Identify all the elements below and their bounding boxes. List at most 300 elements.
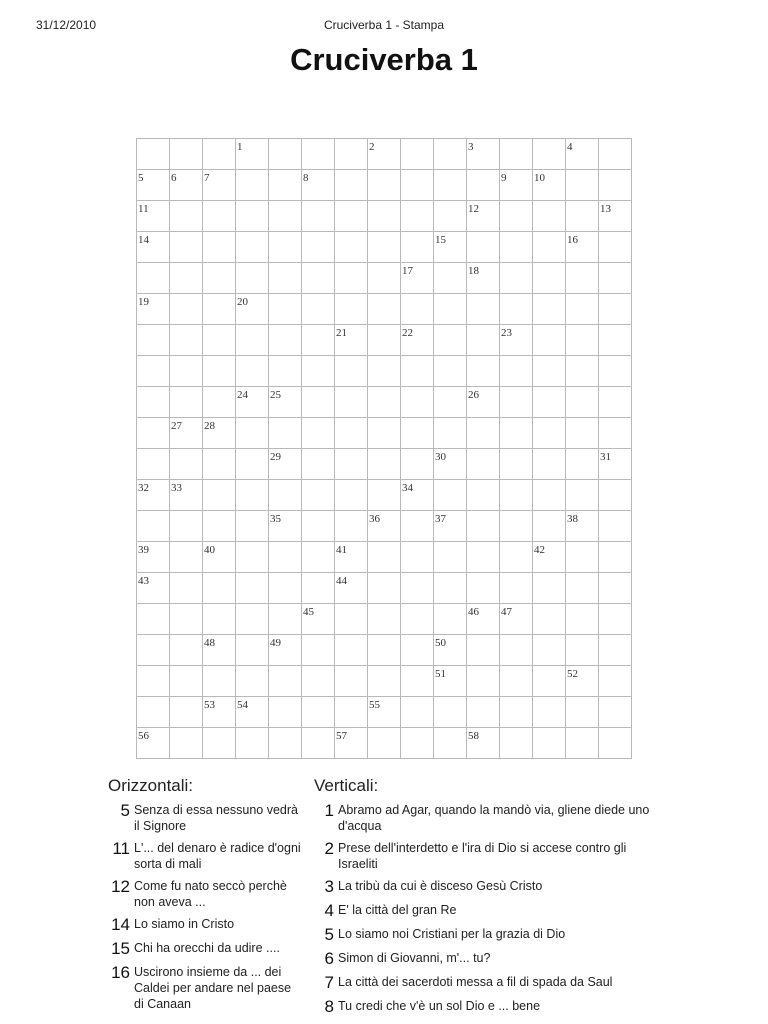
- grid-cell[interactable]: [302, 666, 335, 697]
- grid-cell[interactable]: [566, 697, 599, 728]
- grid-cell[interactable]: [599, 511, 632, 542]
- grid-cell[interactable]: [467, 542, 500, 573]
- grid-cell[interactable]: [170, 511, 203, 542]
- grid-cell[interactable]: [335, 232, 368, 263]
- grid-cell[interactable]: [335, 728, 368, 759]
- grid-cell[interactable]: [467, 697, 500, 728]
- grid-cell[interactable]: [170, 573, 203, 604]
- grid-cell[interactable]: [137, 356, 170, 387]
- grid-cell[interactable]: [368, 294, 401, 325]
- grid-cell[interactable]: [335, 666, 368, 697]
- grid-cell[interactable]: [566, 139, 599, 170]
- grid-cell[interactable]: [137, 294, 170, 325]
- grid-cell[interactable]: [566, 635, 599, 666]
- grid-cell[interactable]: [401, 232, 434, 263]
- grid-cell[interactable]: [500, 573, 533, 604]
- grid-cell[interactable]: [335, 573, 368, 604]
- grid-cell[interactable]: [236, 666, 269, 697]
- grid-cell[interactable]: [401, 294, 434, 325]
- grid-cell[interactable]: [137, 232, 170, 263]
- grid-cell[interactable]: [467, 263, 500, 294]
- grid-cell[interactable]: [533, 232, 566, 263]
- grid-cell[interactable]: [236, 604, 269, 635]
- grid-cell[interactable]: [500, 387, 533, 418]
- grid-cell[interactable]: [203, 294, 236, 325]
- grid-cell[interactable]: [269, 356, 302, 387]
- grid-cell[interactable]: [434, 635, 467, 666]
- grid-cell[interactable]: [599, 387, 632, 418]
- grid-cell[interactable]: [203, 387, 236, 418]
- grid-cell[interactable]: [137, 263, 170, 294]
- grid-cell[interactable]: [500, 666, 533, 697]
- grid-cell[interactable]: [434, 170, 467, 201]
- grid-cell[interactable]: [533, 139, 566, 170]
- grid-cell[interactable]: [401, 542, 434, 573]
- grid-cell[interactable]: [533, 356, 566, 387]
- grid-cell[interactable]: [269, 294, 302, 325]
- grid-cell[interactable]: [302, 294, 335, 325]
- grid-cell[interactable]: [368, 201, 401, 232]
- grid-cell[interactable]: [302, 542, 335, 573]
- grid-cell[interactable]: [236, 542, 269, 573]
- grid-cell[interactable]: [533, 635, 566, 666]
- grid-cell[interactable]: [467, 170, 500, 201]
- grid-cell[interactable]: [599, 666, 632, 697]
- grid-cell[interactable]: [302, 449, 335, 480]
- grid-cell[interactable]: [236, 635, 269, 666]
- grid-cell[interactable]: [401, 139, 434, 170]
- grid-cell[interactable]: [599, 294, 632, 325]
- grid-cell[interactable]: [170, 697, 203, 728]
- grid-cell[interactable]: [269, 604, 302, 635]
- grid-cell[interactable]: [467, 325, 500, 356]
- grid-cell[interactable]: [137, 418, 170, 449]
- grid-cell[interactable]: [434, 387, 467, 418]
- grid-cell[interactable]: [368, 604, 401, 635]
- grid-cell[interactable]: [170, 170, 203, 201]
- grid-cell[interactable]: [170, 666, 203, 697]
- grid-cell[interactable]: [467, 139, 500, 170]
- grid-cell[interactable]: [170, 263, 203, 294]
- grid-cell[interactable]: [566, 480, 599, 511]
- grid-cell[interactable]: [302, 232, 335, 263]
- grid-cell[interactable]: [236, 697, 269, 728]
- grid-cell[interactable]: [500, 201, 533, 232]
- grid-cell[interactable]: [170, 356, 203, 387]
- grid-cell[interactable]: [302, 728, 335, 759]
- grid-cell[interactable]: [566, 449, 599, 480]
- grid-cell[interactable]: [500, 449, 533, 480]
- grid-cell[interactable]: [236, 325, 269, 356]
- grid-cell[interactable]: [368, 418, 401, 449]
- grid-cell[interactable]: [533, 728, 566, 759]
- grid-cell[interactable]: [335, 263, 368, 294]
- grid-cell[interactable]: [533, 573, 566, 604]
- grid-cell[interactable]: [170, 139, 203, 170]
- grid-cell[interactable]: [566, 325, 599, 356]
- grid-cell[interactable]: [203, 325, 236, 356]
- grid-cell[interactable]: [368, 666, 401, 697]
- grid-cell[interactable]: [467, 201, 500, 232]
- grid-cell[interactable]: [467, 480, 500, 511]
- grid-cell[interactable]: [500, 418, 533, 449]
- grid-cell[interactable]: [368, 480, 401, 511]
- grid-cell[interactable]: [401, 170, 434, 201]
- grid-cell[interactable]: [368, 232, 401, 263]
- grid-cell[interactable]: [236, 170, 269, 201]
- grid-cell[interactable]: [467, 387, 500, 418]
- grid-cell[interactable]: [566, 666, 599, 697]
- grid-cell[interactable]: [335, 325, 368, 356]
- grid-cell[interactable]: [137, 697, 170, 728]
- grid-cell[interactable]: [500, 480, 533, 511]
- grid-cell[interactable]: [599, 480, 632, 511]
- grid-cell[interactable]: [566, 604, 599, 635]
- grid-cell[interactable]: [566, 511, 599, 542]
- grid-cell[interactable]: [467, 728, 500, 759]
- grid-cell[interactable]: [335, 356, 368, 387]
- grid-cell[interactable]: [533, 697, 566, 728]
- grid-cell[interactable]: [269, 728, 302, 759]
- grid-cell[interactable]: [269, 573, 302, 604]
- grid-cell[interactable]: [269, 232, 302, 263]
- grid-cell[interactable]: [500, 139, 533, 170]
- grid-cell[interactable]: [566, 356, 599, 387]
- grid-cell[interactable]: [500, 325, 533, 356]
- grid-cell[interactable]: [533, 449, 566, 480]
- grid-cell[interactable]: [401, 387, 434, 418]
- grid-cell[interactable]: [302, 418, 335, 449]
- grid-cell[interactable]: [599, 325, 632, 356]
- grid-cell[interactable]: [599, 232, 632, 263]
- grid-cell[interactable]: [236, 139, 269, 170]
- grid-cell[interactable]: [269, 201, 302, 232]
- grid-cell[interactable]: [269, 697, 302, 728]
- grid-cell[interactable]: [368, 263, 401, 294]
- grid-cell[interactable]: [434, 728, 467, 759]
- grid-cell[interactable]: [236, 511, 269, 542]
- grid-cell[interactable]: [170, 635, 203, 666]
- grid-cell[interactable]: [533, 542, 566, 573]
- grid-cell[interactable]: [599, 139, 632, 170]
- grid-cell[interactable]: [368, 511, 401, 542]
- grid-cell[interactable]: [467, 294, 500, 325]
- grid-cell[interactable]: [269, 387, 302, 418]
- grid-cell[interactable]: [401, 666, 434, 697]
- grid-cell[interactable]: [236, 356, 269, 387]
- grid-cell[interactable]: [335, 635, 368, 666]
- grid-cell[interactable]: [335, 201, 368, 232]
- grid-cell[interactable]: [566, 542, 599, 573]
- grid-cell[interactable]: [566, 294, 599, 325]
- grid-cell[interactable]: [533, 511, 566, 542]
- grid-cell[interactable]: [170, 542, 203, 573]
- grid-cell[interactable]: [434, 418, 467, 449]
- grid-cell[interactable]: [434, 573, 467, 604]
- grid-cell[interactable]: [137, 387, 170, 418]
- grid-cell[interactable]: [269, 542, 302, 573]
- grid-cell[interactable]: [302, 697, 335, 728]
- grid-cell[interactable]: [533, 480, 566, 511]
- grid-cell[interactable]: [401, 418, 434, 449]
- grid-cell[interactable]: [599, 418, 632, 449]
- grid-cell[interactable]: [203, 232, 236, 263]
- grid-cell[interactable]: [566, 170, 599, 201]
- grid-cell[interactable]: [170, 480, 203, 511]
- grid-cell[interactable]: [401, 697, 434, 728]
- grid-cell[interactable]: [368, 139, 401, 170]
- grid-cell[interactable]: [335, 480, 368, 511]
- grid-cell[interactable]: [434, 232, 467, 263]
- grid-cell[interactable]: [434, 604, 467, 635]
- grid-cell[interactable]: [401, 573, 434, 604]
- grid-cell[interactable]: [137, 728, 170, 759]
- grid-cell[interactable]: [467, 666, 500, 697]
- grid-cell[interactable]: [500, 728, 533, 759]
- grid-cell[interactable]: [533, 604, 566, 635]
- grid-cell[interactable]: [137, 666, 170, 697]
- grid-cell[interactable]: [401, 511, 434, 542]
- grid-cell[interactable]: [599, 449, 632, 480]
- grid-cell[interactable]: [533, 294, 566, 325]
- grid-cell[interactable]: [500, 604, 533, 635]
- grid-cell[interactable]: [269, 170, 302, 201]
- grid-cell[interactable]: [434, 666, 467, 697]
- grid-cell[interactable]: [269, 480, 302, 511]
- grid-cell[interactable]: [170, 604, 203, 635]
- grid-cell[interactable]: [269, 139, 302, 170]
- grid-cell[interactable]: [335, 511, 368, 542]
- grid-cell[interactable]: [599, 263, 632, 294]
- grid-cell[interactable]: [236, 263, 269, 294]
- grid-cell[interactable]: [401, 325, 434, 356]
- grid-cell[interactable]: [302, 139, 335, 170]
- grid-cell[interactable]: [533, 418, 566, 449]
- grid-cell[interactable]: [599, 201, 632, 232]
- grid-cell[interactable]: [137, 201, 170, 232]
- grid-cell[interactable]: [203, 170, 236, 201]
- grid-cell[interactable]: [566, 232, 599, 263]
- grid-cell[interactable]: [599, 728, 632, 759]
- grid-cell[interactable]: [533, 325, 566, 356]
- grid-cell[interactable]: [599, 573, 632, 604]
- grid-cell[interactable]: [335, 542, 368, 573]
- grid-cell[interactable]: [500, 542, 533, 573]
- grid-cell[interactable]: [302, 263, 335, 294]
- grid-cell[interactable]: [203, 418, 236, 449]
- grid-cell[interactable]: [137, 170, 170, 201]
- grid-cell[interactable]: [467, 604, 500, 635]
- grid-cell[interactable]: [467, 635, 500, 666]
- grid-cell[interactable]: [401, 604, 434, 635]
- grid-cell[interactable]: [236, 201, 269, 232]
- grid-cell[interactable]: [170, 325, 203, 356]
- grid-cell[interactable]: [203, 263, 236, 294]
- grid-cell[interactable]: [137, 480, 170, 511]
- grid-cell[interactable]: [302, 387, 335, 418]
- grid-cell[interactable]: [599, 542, 632, 573]
- grid-cell[interactable]: [599, 697, 632, 728]
- grid-cell[interactable]: [203, 728, 236, 759]
- grid-cell[interactable]: [566, 573, 599, 604]
- grid-cell[interactable]: [203, 542, 236, 573]
- grid-cell[interactable]: [368, 573, 401, 604]
- grid-cell[interactable]: [401, 449, 434, 480]
- grid-cell[interactable]: [269, 635, 302, 666]
- grid-cell[interactable]: [203, 697, 236, 728]
- grid-cell[interactable]: [203, 666, 236, 697]
- grid-cell[interactable]: [203, 449, 236, 480]
- grid-cell[interactable]: [401, 263, 434, 294]
- grid-cell[interactable]: [302, 635, 335, 666]
- grid-cell[interactable]: [170, 387, 203, 418]
- grid-cell[interactable]: [500, 697, 533, 728]
- grid-cell[interactable]: [566, 418, 599, 449]
- grid-cell[interactable]: [467, 449, 500, 480]
- grid-cell[interactable]: [170, 728, 203, 759]
- grid-cell[interactable]: [269, 418, 302, 449]
- grid-cell[interactable]: [401, 201, 434, 232]
- grid-cell[interactable]: [137, 325, 170, 356]
- grid-cell[interactable]: [302, 325, 335, 356]
- grid-cell[interactable]: [566, 201, 599, 232]
- grid-cell[interactable]: [434, 480, 467, 511]
- grid-cell[interactable]: [335, 387, 368, 418]
- grid-cell[interactable]: [203, 511, 236, 542]
- grid-cell[interactable]: [401, 480, 434, 511]
- grid-cell[interactable]: [368, 325, 401, 356]
- grid-cell[interactable]: [302, 573, 335, 604]
- grid-cell[interactable]: [170, 201, 203, 232]
- grid-cell[interactable]: [302, 480, 335, 511]
- grid-cell[interactable]: [500, 635, 533, 666]
- grid-cell[interactable]: [269, 511, 302, 542]
- grid-cell[interactable]: [434, 449, 467, 480]
- grid-cell[interactable]: [302, 604, 335, 635]
- grid-cell[interactable]: [335, 449, 368, 480]
- grid-cell[interactable]: [599, 170, 632, 201]
- grid-cell[interactable]: [137, 511, 170, 542]
- grid-cell[interactable]: [335, 294, 368, 325]
- grid-cell[interactable]: [236, 480, 269, 511]
- grid-cell[interactable]: [533, 666, 566, 697]
- grid-cell[interactable]: [170, 232, 203, 263]
- grid-cell[interactable]: [236, 418, 269, 449]
- grid-cell[interactable]: [599, 604, 632, 635]
- grid-cell[interactable]: [368, 387, 401, 418]
- grid-cell[interactable]: [368, 542, 401, 573]
- grid-cell[interactable]: [368, 170, 401, 201]
- grid-cell[interactable]: [434, 542, 467, 573]
- grid-cell[interactable]: [566, 387, 599, 418]
- grid-cell[interactable]: [434, 263, 467, 294]
- grid-cell[interactable]: [302, 201, 335, 232]
- grid-cell[interactable]: [203, 573, 236, 604]
- grid-cell[interactable]: [137, 604, 170, 635]
- grid-cell[interactable]: [203, 356, 236, 387]
- grid-cell[interactable]: [467, 573, 500, 604]
- grid-cell[interactable]: [335, 697, 368, 728]
- grid-cell[interactable]: [203, 139, 236, 170]
- grid-cell[interactable]: [401, 728, 434, 759]
- grid-cell[interactable]: [368, 449, 401, 480]
- grid-cell[interactable]: [566, 263, 599, 294]
- grid-cell[interactable]: [533, 201, 566, 232]
- grid-cell[interactable]: [566, 728, 599, 759]
- grid-cell[interactable]: [500, 263, 533, 294]
- grid-cell[interactable]: [137, 573, 170, 604]
- grid-cell[interactable]: [500, 232, 533, 263]
- grid-cell[interactable]: [500, 170, 533, 201]
- grid-cell[interactable]: [203, 604, 236, 635]
- grid-cell[interactable]: [170, 294, 203, 325]
- grid-cell[interactable]: [533, 263, 566, 294]
- grid-cell[interactable]: [467, 511, 500, 542]
- grid-cell[interactable]: [335, 139, 368, 170]
- grid-cell[interactable]: [203, 480, 236, 511]
- grid-cell[interactable]: [368, 356, 401, 387]
- grid-cell[interactable]: [467, 356, 500, 387]
- grid-cell[interactable]: [368, 728, 401, 759]
- grid-cell[interactable]: [236, 232, 269, 263]
- grid-cell[interactable]: [467, 418, 500, 449]
- grid-cell[interactable]: [500, 356, 533, 387]
- grid-cell[interactable]: [335, 418, 368, 449]
- grid-cell[interactable]: [533, 387, 566, 418]
- grid-cell[interactable]: [401, 356, 434, 387]
- grid-cell[interactable]: [335, 170, 368, 201]
- grid-cell[interactable]: [137, 635, 170, 666]
- grid-cell[interactable]: [236, 449, 269, 480]
- grid-cell[interactable]: [203, 201, 236, 232]
- grid-cell[interactable]: [269, 449, 302, 480]
- grid-cell[interactable]: [302, 356, 335, 387]
- grid-cell[interactable]: [302, 170, 335, 201]
- grid-cell[interactable]: [434, 325, 467, 356]
- grid-cell[interactable]: [137, 542, 170, 573]
- grid-cell[interactable]: [368, 635, 401, 666]
- grid-cell[interactable]: [269, 263, 302, 294]
- grid-cell[interactable]: [302, 511, 335, 542]
- grid-cell[interactable]: [401, 635, 434, 666]
- grid-cell[interactable]: [434, 201, 467, 232]
- grid-cell[interactable]: [137, 139, 170, 170]
- grid-cell[interactable]: [170, 449, 203, 480]
- grid-cell[interactable]: [500, 511, 533, 542]
- grid-cell[interactable]: [203, 635, 236, 666]
- grid-cell[interactable]: [467, 232, 500, 263]
- grid-cell[interactable]: [236, 294, 269, 325]
- grid-cell[interactable]: [269, 666, 302, 697]
- grid-cell[interactable]: [434, 139, 467, 170]
- grid-cell[interactable]: [599, 635, 632, 666]
- grid-cell[interactable]: [269, 325, 302, 356]
- grid-cell[interactable]: [434, 697, 467, 728]
- grid-cell[interactable]: [137, 449, 170, 480]
- grid-cell[interactable]: [368, 697, 401, 728]
- grid-cell[interactable]: [434, 511, 467, 542]
- grid-cell[interactable]: [236, 573, 269, 604]
- grid-cell[interactable]: [236, 728, 269, 759]
- grid-cell[interactable]: [335, 604, 368, 635]
- grid-cell[interactable]: [170, 418, 203, 449]
- grid-cell[interactable]: [434, 294, 467, 325]
- grid-cell[interactable]: [533, 170, 566, 201]
- grid-cell[interactable]: [500, 294, 533, 325]
- grid-cell[interactable]: [599, 356, 632, 387]
- grid-cell[interactable]: [434, 356, 467, 387]
- grid-cell[interactable]: [236, 387, 269, 418]
